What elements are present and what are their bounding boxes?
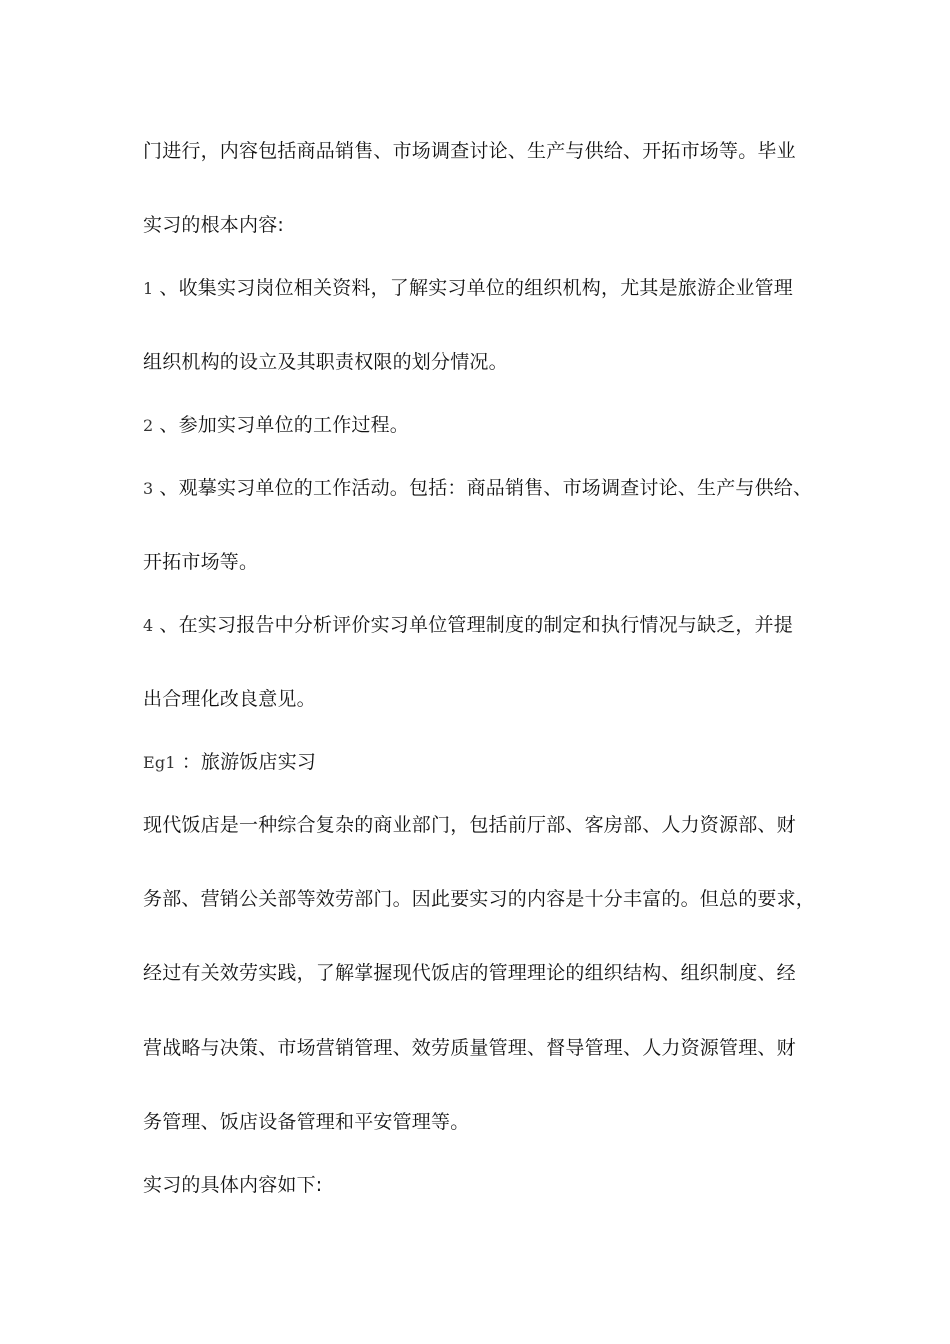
paragraph-line: 实习的根本内容: [143, 214, 285, 236]
paragraph-line: 务管理、饭店设备管理和平安管理等。 [143, 1111, 470, 1133]
list-item: 3 、观摹实习单位的工作活动。包括：商品销售、市场调查讨论、生产与供给、 [143, 477, 813, 499]
example-label: Eg1 [143, 753, 176, 772]
list-number: 4 [143, 616, 154, 635]
list-number: 2 [143, 416, 154, 435]
paragraph-line: 务部、营销公关部等效劳部门。因此要实习的内容是十分丰富的。但总的要求， [143, 888, 816, 910]
list-item: 2 、参加实习单位的工作过程。 [143, 414, 409, 436]
list-item: 1 、收集实习岗位相关资料，了解实习单位的组织机构，尤其是旅游企业管理 [143, 277, 793, 299]
paragraph-line: 实习的具体内容如下: [143, 1174, 323, 1196]
list-number: 3 [143, 479, 154, 498]
paragraph-line: 营战略与决策、市场营销管理、效劳质量管理、督导管理、人力资源管理、财 [143, 1037, 796, 1059]
paragraph-line: 现代饭店是一种综合复杂的商业部门，包括前厅部、客房部、人力资源部、财 [143, 814, 796, 836]
paragraph-line: 经过有关效劳实践，了解掌握现代饭店的管理理论的组织结构、组织制度、经 [143, 962, 796, 984]
paragraph-line: 开拓市场等。 [143, 551, 259, 573]
list-item: 4 、在实习报告中分析评价实习单位管理制度的制定和执行情况与缺乏，并提 [143, 614, 793, 636]
list-number: 1 [143, 279, 154, 298]
paragraph-line: 组织机构的设立及其职责权限的划分情况。 [143, 351, 508, 373]
paragraph-line: 门进行，内容包括商品销售、市场调查讨论、生产与供给、开拓市场等。毕业 [143, 140, 796, 162]
section-heading: Eg1 ：旅游饭店实习 [143, 751, 317, 773]
paragraph-line: 出合理化改良意见。 [143, 688, 316, 710]
